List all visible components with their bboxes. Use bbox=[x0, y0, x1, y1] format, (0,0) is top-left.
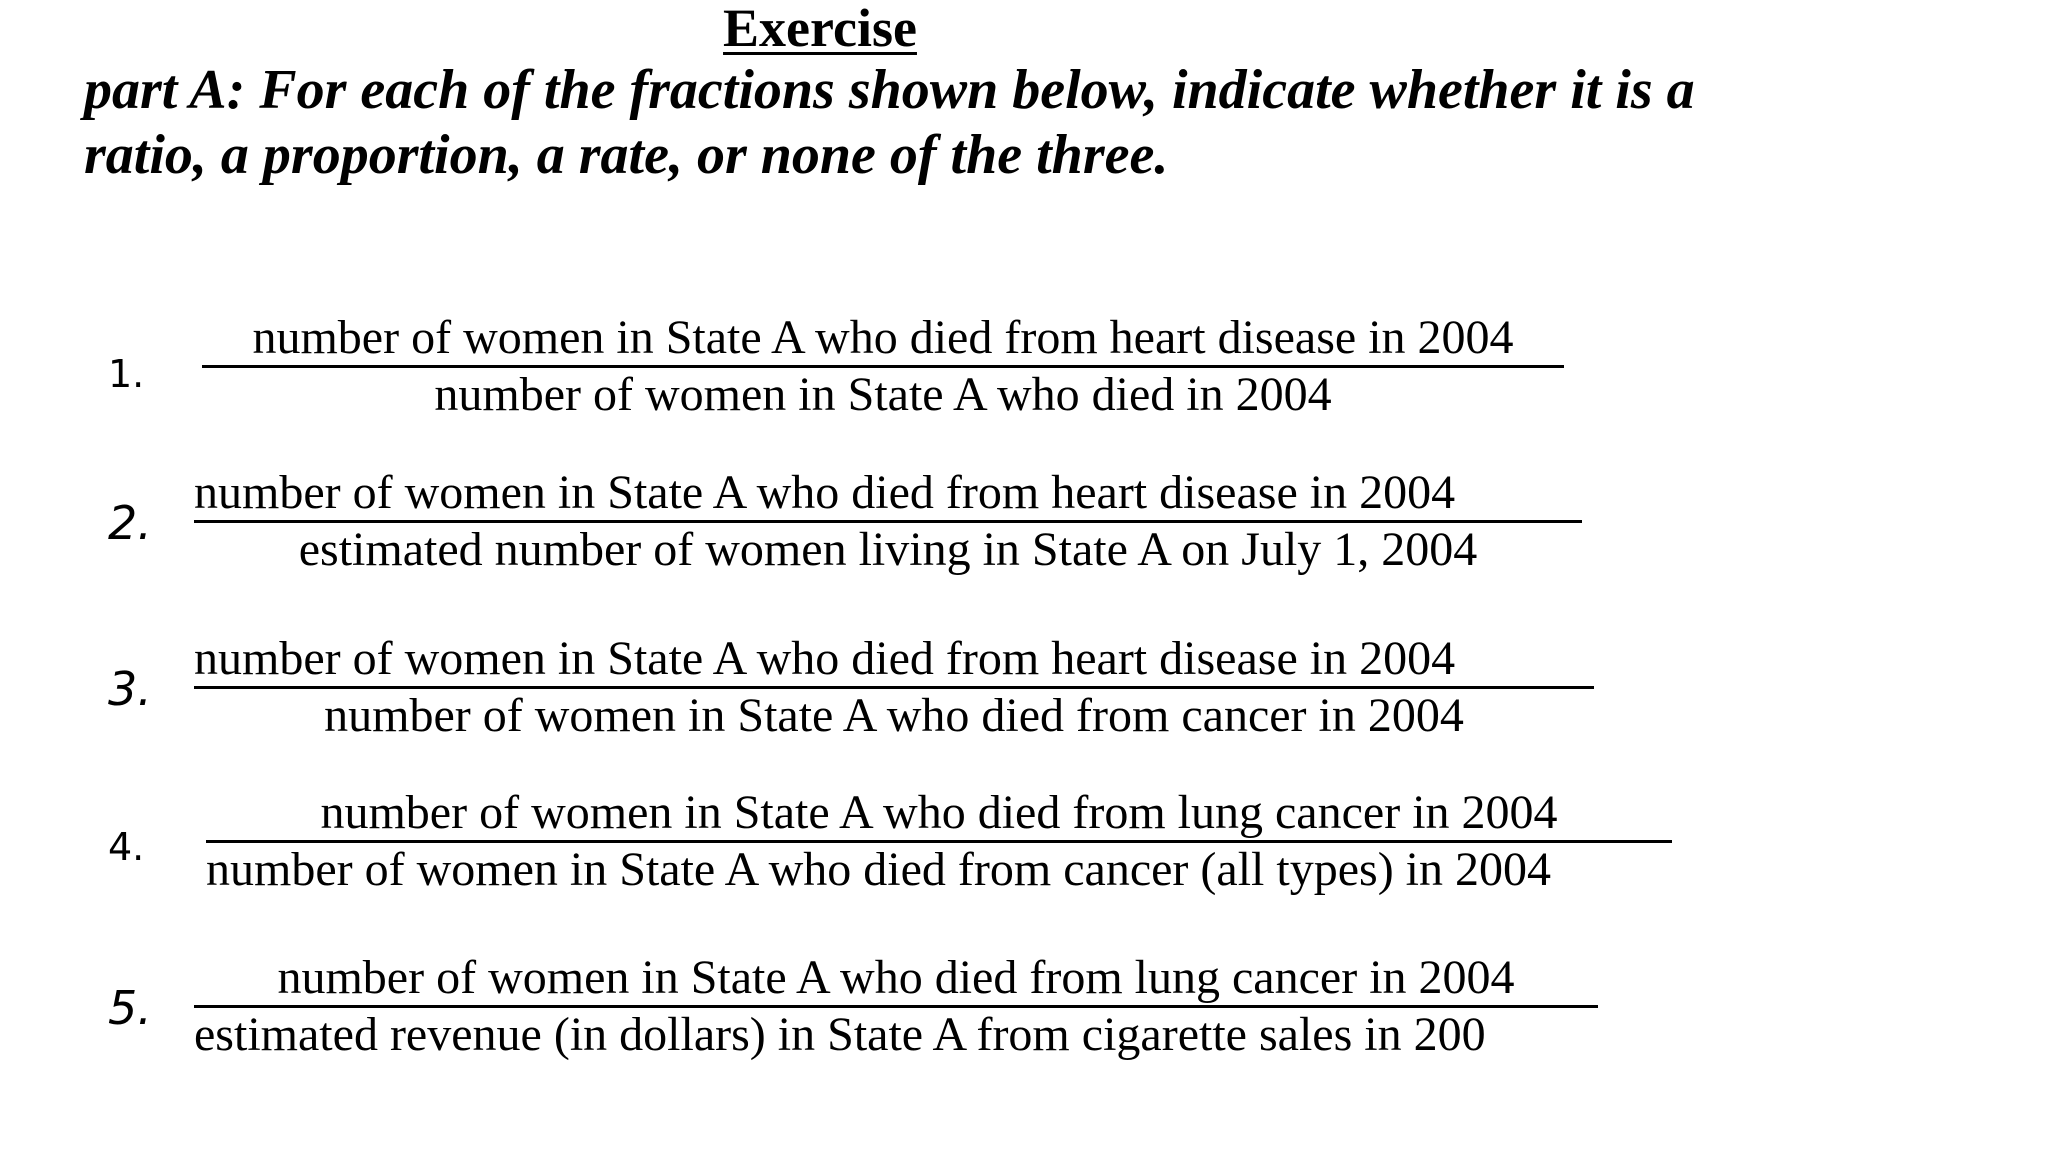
fraction-numerator: number of women in State A who died from lung cancer in 2004 bbox=[320, 786, 1558, 839]
fraction bbox=[194, 633, 1594, 742]
fraction-denominator: number of women in State A who died from cancer (all types) in 2004 bbox=[206, 843, 1552, 896]
item-number: 3. bbox=[108, 662, 152, 716]
instructions-line-1: part A: For each of the fractions shown below, indicate whether it is a bbox=[84, 59, 1695, 121]
fraction-numerator: number of women in State A who died from heart disease in 2004 bbox=[194, 632, 1456, 685]
fraction-numerator: number of women in State A who died from heart disease in 2004 bbox=[252, 311, 1514, 364]
instructions-line-2: ratio, a proportion, a rate, or none of the three. bbox=[84, 124, 1169, 186]
fraction-numerator: number of women in State A who died from lung cancer in 2004 bbox=[277, 951, 1515, 1004]
fraction bbox=[206, 787, 1672, 896]
item-number: 4. bbox=[108, 825, 145, 869]
fraction bbox=[202, 312, 1564, 421]
fraction bbox=[194, 952, 1598, 1061]
page-title: Exercise bbox=[723, 0, 917, 58]
item-number: 1. bbox=[108, 352, 145, 396]
fraction-denominator: estimated number of women living in State A on July 1, 2004 bbox=[298, 523, 1478, 576]
fraction bbox=[194, 467, 1582, 576]
fraction-denominator: estimated revenue (in dollars) in State A from cigarette sales in 200 bbox=[194, 1008, 1486, 1061]
fraction-numerator: number of women in State A who died from heart disease in 2004 bbox=[194, 466, 1456, 519]
fraction-denominator: number of women in State A who died in 2004 bbox=[434, 368, 1332, 421]
fraction-denominator: number of women in State A who died from cancer in 2004 bbox=[324, 689, 1464, 742]
instructions bbox=[84, 58, 1884, 188]
item-number: 2. bbox=[108, 496, 152, 550]
item-number: 5. bbox=[108, 981, 152, 1035]
